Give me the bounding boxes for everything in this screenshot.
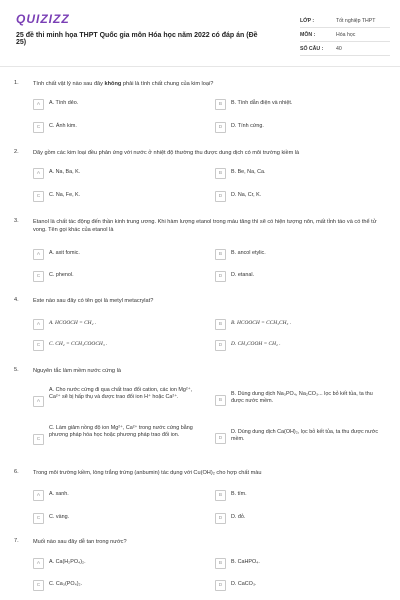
option-text: A. HCOOCH = CH₂ . — [49, 320, 97, 326]
option-letter-box: A — [33, 490, 44, 501]
option-c[interactable] — [33, 512, 208, 524]
option-text: C. Làm giảm nồng độ ion Mg²⁺, Ca²⁺ trong nước cứng bằng phương pháp hóa học hoặc phương pháp trao đổi ion. — [49, 425, 193, 438]
option-letter-box: D — [215, 580, 226, 591]
question-text: Trong môi trường kiềm, lòng trắng trứng (anbumin) tác dụng với Cu(OH)₂ cho hợp chất màu — [33, 470, 262, 476]
option-text: C. Ánh kim. — [49, 123, 77, 129]
option-letter-box: A — [33, 319, 44, 330]
option-text: A. Cho nước cứng đi qua chất trao đổi cation, các ion Mg²⁺, Ca²⁺ sẽ bị hấp thụ và được trao đổi ion H⁺ hoặc Ca²⁺. — [49, 387, 193, 400]
option-letter-box: C — [33, 434, 44, 445]
worksheet-meta — [300, 14, 390, 56]
option-letter-box: D — [215, 122, 226, 133]
option-letter-box: C — [33, 271, 44, 282]
option-letter-box: B — [215, 490, 226, 501]
option-a[interactable] — [33, 98, 208, 110]
option-text: A. xanh. — [49, 491, 69, 497]
option-d[interactable] — [215, 339, 387, 351]
question-number: 6. — [14, 469, 19, 475]
option-letter-box: B — [215, 249, 226, 260]
question-number: 7. — [14, 538, 19, 544]
option-d[interactable] — [215, 512, 387, 524]
option-letter-box: A — [33, 168, 44, 179]
option-text: A. Ca(H₂PO₄)₂. — [49, 559, 86, 565]
option-letter-box: C — [33, 122, 44, 133]
option-text: B. Be, Na, Ca. — [231, 169, 266, 175]
question-number: 4. — [14, 297, 19, 303]
option-text: B. Dùng dung dịch Na₃PO₄, Na₂CO₃... lọc bỏ kết tủa, ta thu được nước mềm. — [231, 391, 373, 404]
meta-label: LỚP : — [300, 17, 315, 24]
option-text: C. vàng. — [49, 514, 70, 520]
option-text: C. CH₂ = CCH₃COOCH₃ . — [49, 341, 108, 347]
meta-row-count — [300, 42, 390, 56]
option-c[interactable] — [33, 425, 208, 453]
option-a[interactable] — [33, 318, 208, 330]
option-letter-box: A — [33, 558, 44, 569]
meta-row-class — [300, 14, 390, 28]
option-text: D. đỏ. — [231, 514, 246, 520]
option-letter-box: B — [215, 319, 226, 330]
option-letter-box: B — [215, 99, 226, 110]
option-a[interactable] — [33, 167, 208, 179]
option-a[interactable] — [33, 248, 208, 260]
option-b[interactable] — [215, 489, 387, 501]
option-letter-box: A — [33, 99, 44, 110]
option-letter-box: B — [215, 395, 226, 406]
option-letter-box: C — [33, 513, 44, 524]
option-b[interactable] — [215, 391, 387, 411]
option-letter-box: D — [215, 271, 226, 282]
meta-label: SỐ CÂU : — [300, 45, 324, 52]
option-b[interactable] — [215, 318, 387, 330]
option-text: A. Tính dẻo. — [49, 100, 79, 106]
meta-value: Tốt nghiệp THPT — [336, 17, 376, 24]
worksheet-title: 25 đề thi minh họa THPT Quốc gia môn Hóa học năm 2022 có đáp án (Đề 25) — [16, 32, 258, 46]
question-text: Dãy gồm các kim loại đều phản ứng với nước ở nhiệt độ thường thu được dung dịch có môi trường kiềm là — [33, 150, 300, 156]
option-c[interactable] — [33, 579, 208, 591]
question-number: 5. — [14, 367, 19, 373]
option-d[interactable] — [215, 579, 387, 591]
meta-value: 40 — [336, 45, 342, 52]
question-number: 2. — [14, 149, 19, 155]
option-c[interactable] — [33, 339, 208, 351]
option-letter-box: D — [215, 340, 226, 351]
question-text: Muối nào sau đây dễ tan trong nước? — [33, 539, 127, 545]
option-text: D. Na, Cr, K. — [231, 192, 262, 198]
option-d[interactable] — [215, 270, 387, 282]
option-d[interactable] — [215, 429, 387, 449]
option-letter-box: D — [215, 191, 226, 202]
option-text: C. Na, Fe, K. — [49, 192, 81, 198]
option-text: D. etanal. — [231, 272, 255, 278]
option-c[interactable] — [33, 270, 208, 282]
option-d[interactable] — [215, 121, 387, 133]
meta-row-subject — [300, 28, 390, 42]
worksheet-header — [0, 0, 400, 62]
option-c[interactable] — [33, 121, 208, 133]
option-letter-box: A — [33, 396, 44, 407]
option-b[interactable] — [215, 167, 387, 179]
meta-label: MÔN : — [300, 31, 316, 38]
header-divider — [0, 66, 400, 67]
option-b[interactable] — [215, 557, 387, 569]
option-a[interactable] — [33, 489, 208, 501]
option-a[interactable] — [33, 387, 208, 415]
option-c[interactable] — [33, 190, 208, 202]
option-text: B. tím. — [231, 491, 247, 497]
option-letter-box: D — [215, 433, 226, 444]
question-text: Tính chất vật lý nào sau đây không phải là tính chất chung của kim loại? — [33, 81, 214, 87]
question-number: 1. — [14, 80, 19, 86]
option-text: C. phenol. — [49, 272, 74, 278]
option-letter-box: C — [33, 191, 44, 202]
question-text: Nguyên tắc làm mềm nước cứng là — [33, 368, 121, 374]
option-text: C. Ca₃(PO₄)₂. — [49, 581, 83, 587]
question-text: Etanol là chất tác động đến thần kinh trung ương. Khi hàm lượng etanol trong máu tăng thì sẽ có hiện tượng nôn, mất tỉnh táo và có thể tử vong. Tên gọi khác của etanol là — [33, 219, 377, 233]
option-text: B. CaHPO₄. — [231, 559, 260, 565]
option-b[interactable] — [215, 248, 387, 260]
option-text: B. Tính dẫn điện và nhiệt. — [231, 100, 293, 106]
option-text: B. HCOOCH = CCH₃CH₃ . — [231, 320, 292, 326]
option-letter-box: C — [33, 580, 44, 591]
option-text: D. CH₃COOH = CH₂ . — [231, 341, 281, 347]
option-text: B. ancol etylic. — [231, 250, 266, 256]
option-b[interactable] — [215, 98, 387, 110]
option-letter-box: B — [215, 168, 226, 179]
option-letter-box: A — [33, 249, 44, 260]
option-text: D. Dùng dung dịch Ca(OH)₂, lọc bỏ kết tủa, ta thu được nước mềm. — [231, 429, 379, 442]
option-text: A. Na, Ba, K. — [49, 169, 81, 175]
meta-value: Hóa học — [336, 31, 356, 38]
question-number: 3. — [14, 218, 19, 224]
quizizz-logo: QUIZIZZ — [16, 12, 70, 26]
option-letter-box: C — [33, 340, 44, 351]
option-text: D. Tính cứng. — [231, 123, 264, 129]
option-d[interactable] — [215, 190, 387, 202]
option-letter-box: B — [215, 558, 226, 569]
option-letter-box: D — [215, 513, 226, 524]
option-a[interactable] — [33, 557, 208, 569]
option-text: D. CaCO₃. — [231, 581, 257, 587]
question-text: Este nào sau đây có tên gọi là metyl metacrylat? — [33, 298, 154, 304]
option-text: A. axit fomic. — [49, 250, 80, 256]
